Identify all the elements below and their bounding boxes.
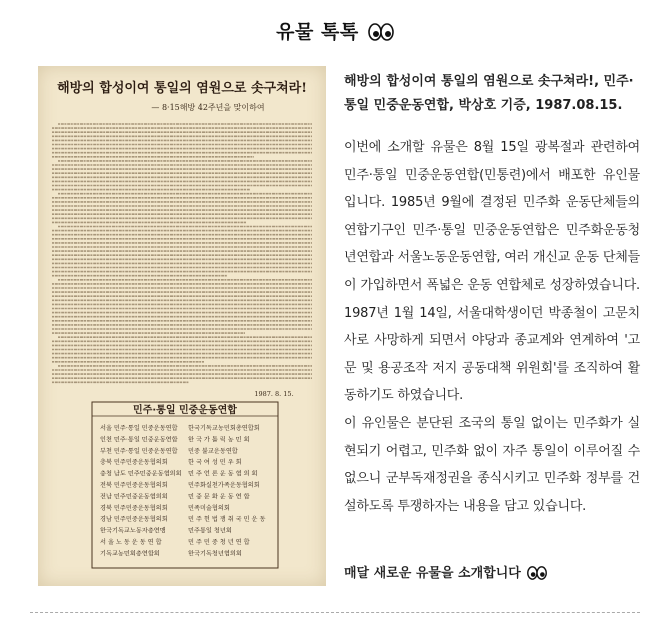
leaflet-member-list-right bbox=[188, 424, 265, 557]
leaflet-member-group: 민 주 민 중 청 년 연 합 bbox=[188, 539, 250, 546]
leaflet-member-list-left bbox=[100, 424, 182, 557]
leaflet-member-group: 경북 민주민중운동협의회 bbox=[100, 504, 168, 512]
leaflet-scan bbox=[38, 66, 326, 586]
leaflet-member-group: 충북 민주민중운동협의회 bbox=[100, 459, 168, 467]
article-body bbox=[344, 70, 640, 520]
leaflet-member-group: 부천 민주·통일 민중운동연합 bbox=[100, 447, 178, 455]
footer-message bbox=[344, 562, 547, 581]
leaflet-headline: 해방의 합성이여 통일의 염원으로 솟구쳐라! bbox=[57, 81, 307, 96]
leaflet-member-group: 민 중 문 화 운 동 연 합 bbox=[188, 493, 250, 501]
leaflet-member-group: 민 주 헌 법 쟁 취 국 민 운 동 bbox=[188, 516, 266, 524]
leaflet-member-group: 기독교농민회총연합회 bbox=[100, 550, 160, 558]
leaflet-member-group: 전남 민주민중운동협의회 bbox=[100, 493, 168, 501]
leaflet-member-group: 민 주 언 론 운 동 협 의 회 bbox=[188, 470, 258, 478]
leaflet-member-group: 경남 민주민중운동협의회 bbox=[100, 516, 168, 524]
leaflet-date: 1987. 8. 15. bbox=[254, 390, 294, 398]
leaflet-subheadline: — 8·15해방 42주년을 맞이하여 bbox=[151, 103, 265, 112]
leaflet-member-group: 충청 남도 민주민중운동협의회 bbox=[100, 470, 182, 478]
leaflet-member-group: 전북 민주민중운동협의회 bbox=[100, 482, 168, 489]
bottom-divider bbox=[30, 612, 640, 613]
leaflet-member-group: 한국기독교노동자총연맹 bbox=[100, 527, 166, 535]
leaflet-member-group: 한국기독청년협의회 bbox=[188, 550, 242, 558]
leaflet-member-group: 민주통일 청년회 bbox=[188, 527, 232, 535]
leaflet-member-group: 민족미술협의회 bbox=[188, 504, 230, 512]
leaflet-member-group: 민주화실천가족운동협의회 bbox=[188, 482, 260, 489]
footer-message-text: 매달 새로운 유물을 소개합니다 bbox=[344, 566, 521, 581]
leaflet-member-group: 민중 불교운동연합 bbox=[188, 447, 238, 455]
leaflet-member-group: 서 울 노 동 운 동 연 합 bbox=[100, 539, 162, 546]
page-title bbox=[0, 17, 670, 44]
leaflet-org-title: 민주·통일 민중운동연합 bbox=[133, 405, 237, 416]
eyes-icon bbox=[527, 566, 547, 580]
page-title-text: 유물 톡톡 bbox=[276, 21, 359, 43]
leaflet-member-group: 서울 민주·통일 민중운동연합 bbox=[100, 425, 178, 432]
leaflet-member-group: 한 국 가 톨 릭 농 민 회 bbox=[188, 436, 250, 444]
artifact-leaflet-image bbox=[38, 66, 326, 586]
article-headline: 해방의 합성이여 통일의 염원으로 솟구쳐라!, 민주·통일 민중운동연합, 박상호 기증, 1987.08.15. bbox=[344, 74, 634, 113]
leaflet-member-group: 한국기독교농민회총연합회 bbox=[188, 425, 260, 432]
leaflet-member-group: 한 국 여 성 민 우 회 bbox=[188, 459, 242, 467]
eyes-icon bbox=[368, 23, 394, 41]
article-paragraph-2: 이 유인물은 분단된 조국의 통일 없이는 민주화가 실현되기 어렵고, 민주화 없이 자주 통일이 이루어질 수 없으니 군부독재정권을 종식시키고 민주화 정부를 건설하도록 투쟁하자는 내용을 담고 있습니다. bbox=[344, 415, 640, 514]
leaflet-member-group: 인천 민주·통일 민중운동연합 bbox=[100, 436, 178, 444]
article-paragraph-1: 이번에 소개할 유물은 8월 15일 광복절과 관련하여 민주·통일 민중운동연합(민통련)에서 배포한 유인물입니다. 1985년 9월에 결정된 민주화 운동단체들의 연합기구인 민주·통일 민중운동연합은 민주화운동청년연합과 서울노동운동연합, 여러 개신교 운동 단체들이 가입하면서 폭넓은 운동 연합체로 성장하였습니다. 1987년 1월 14일, 서울대학생이던 박종철이 고문치사로 사망하게 되면서 야당과 종교계와 연계하여 '고문 및 용공조작 저지 공동대책 위원회'를 조직하여 활동하기도 하였습니다. bbox=[344, 140, 640, 404]
leaflet-body-text bbox=[52, 124, 312, 382]
